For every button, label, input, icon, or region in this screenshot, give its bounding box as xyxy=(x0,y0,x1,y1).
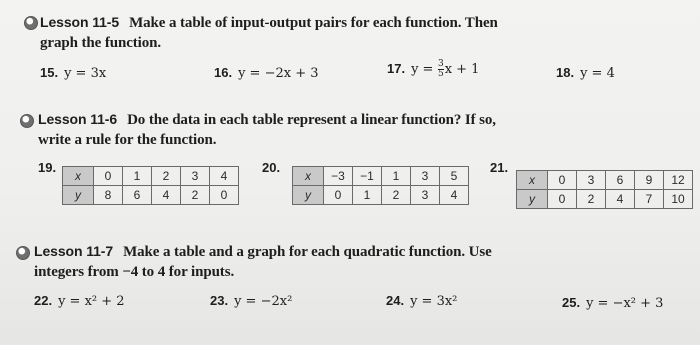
exercise-18 xyxy=(556,64,615,83)
table-19 xyxy=(62,166,239,205)
fraction-denominator: 5 xyxy=(437,69,444,80)
table-row-y xyxy=(517,190,693,209)
table-cell: 3 xyxy=(181,167,210,186)
exercise-number: 15. xyxy=(40,65,59,80)
instruction-line-1: Make a table of input-output pairs for each function. Then xyxy=(129,15,498,31)
exercise-number: 17. xyxy=(387,61,406,76)
table-cell: 6 xyxy=(123,186,152,205)
table-row-x xyxy=(517,171,693,190)
x-label: x xyxy=(517,171,548,190)
table-cell: 3 xyxy=(411,167,440,186)
table-cell: 0 xyxy=(210,186,239,205)
lesson-label: Lesson 11-7 xyxy=(34,243,114,259)
table-cell: 2 xyxy=(152,167,181,186)
exercise-equation: y = 4 xyxy=(580,66,615,81)
table-row-y xyxy=(293,186,469,205)
exercise-equation: y = −2x² xyxy=(234,294,293,309)
y-label: y xyxy=(293,186,324,205)
instruction-line-2: write a rule for the function. xyxy=(38,132,217,148)
instruction-line-2: graph the function. xyxy=(40,35,162,51)
exercise-number: 24. xyxy=(386,293,405,308)
table-row-x xyxy=(63,167,239,186)
exercise-number: 23. xyxy=(210,293,229,308)
exercise-equation: y = −x² + 3 xyxy=(586,296,664,311)
x-label: x xyxy=(293,167,324,186)
fraction xyxy=(438,60,444,79)
table-cell: 0 xyxy=(548,171,577,190)
table-cell: 1 xyxy=(353,186,382,205)
exercise-number: 25. xyxy=(562,295,581,310)
exercise-20-number: 20. xyxy=(262,160,281,175)
exercise-22 xyxy=(34,292,125,311)
exercise-equation-prefix: y = xyxy=(411,62,434,77)
exercise-equation: y = x² + 2 xyxy=(58,294,125,309)
y-label: y xyxy=(517,190,548,209)
exercise-23 xyxy=(210,292,292,311)
lesson-label: Lesson 11-6 xyxy=(38,111,118,127)
table-cell: −1 xyxy=(353,167,382,186)
exercise-equation: y = −2x + 3 xyxy=(238,66,319,81)
exercise-21-number: 21. xyxy=(490,160,509,175)
table-row-y xyxy=(63,186,239,205)
exercise-equation-suffix: x + 1 xyxy=(444,62,480,77)
section-bullet-icon xyxy=(16,246,30,260)
table-cell: 4 xyxy=(440,186,469,205)
lesson-11-7-heading xyxy=(34,241,492,282)
x-label: x xyxy=(63,167,94,186)
table-cell: 3 xyxy=(577,171,606,190)
table-cell: 6 xyxy=(606,171,635,190)
table-cell: 7 xyxy=(635,190,664,209)
table-cell: −3 xyxy=(324,167,353,186)
table-cell: 2 xyxy=(577,190,606,209)
exercise-24 xyxy=(386,292,457,311)
fraction-numerator: 3 xyxy=(437,59,444,70)
exercise-number: 18. xyxy=(556,65,575,80)
table-cell: 4 xyxy=(606,190,635,209)
exercise-19-number: 19. xyxy=(38,160,57,175)
exercise-17 xyxy=(387,60,479,79)
table-cell: 2 xyxy=(181,186,210,205)
table-cell: 0 xyxy=(548,190,577,209)
table-cell: 12 xyxy=(664,171,693,190)
table-21 xyxy=(516,170,693,209)
y-label: y xyxy=(63,186,94,205)
lesson-label: Lesson 11-5 xyxy=(40,14,120,30)
section-bullet-icon xyxy=(24,16,38,30)
table-cell: 1 xyxy=(123,167,152,186)
table-cell: 5 xyxy=(440,167,469,186)
table-cell: 4 xyxy=(152,186,181,205)
table-cell: 0 xyxy=(94,167,123,186)
table-row-x xyxy=(293,167,469,186)
exercise-16 xyxy=(214,64,319,83)
exercise-number: 16. xyxy=(214,65,233,80)
instruction-line-1: Make a table and a graph for each quadratic function. Use xyxy=(123,244,492,260)
table-cell: 3 xyxy=(411,186,440,205)
exercise-15 xyxy=(40,64,106,83)
table-cell: 4 xyxy=(210,167,239,186)
table-cell: 10 xyxy=(664,190,693,209)
lesson-11-6-heading xyxy=(38,109,496,150)
table-cell: 8 xyxy=(94,186,123,205)
instruction-line-1: Do the data in each table represent a linear function? If so, xyxy=(127,112,496,128)
exercise-equation: y = 3x xyxy=(64,66,107,81)
lesson-11-5-heading xyxy=(40,12,498,53)
table-cell: 2 xyxy=(382,186,411,205)
exercise-number: 22. xyxy=(34,293,53,308)
section-bullet-icon xyxy=(20,114,34,128)
table-20 xyxy=(292,166,469,205)
exercise-25 xyxy=(562,294,663,313)
exercise-equation: y = 3x² xyxy=(410,294,458,309)
instruction-line-2: integers from −4 to 4 for inputs. xyxy=(34,264,235,280)
table-cell: 0 xyxy=(324,186,353,205)
table-cell: 1 xyxy=(382,167,411,186)
table-cell: 9 xyxy=(635,171,664,190)
